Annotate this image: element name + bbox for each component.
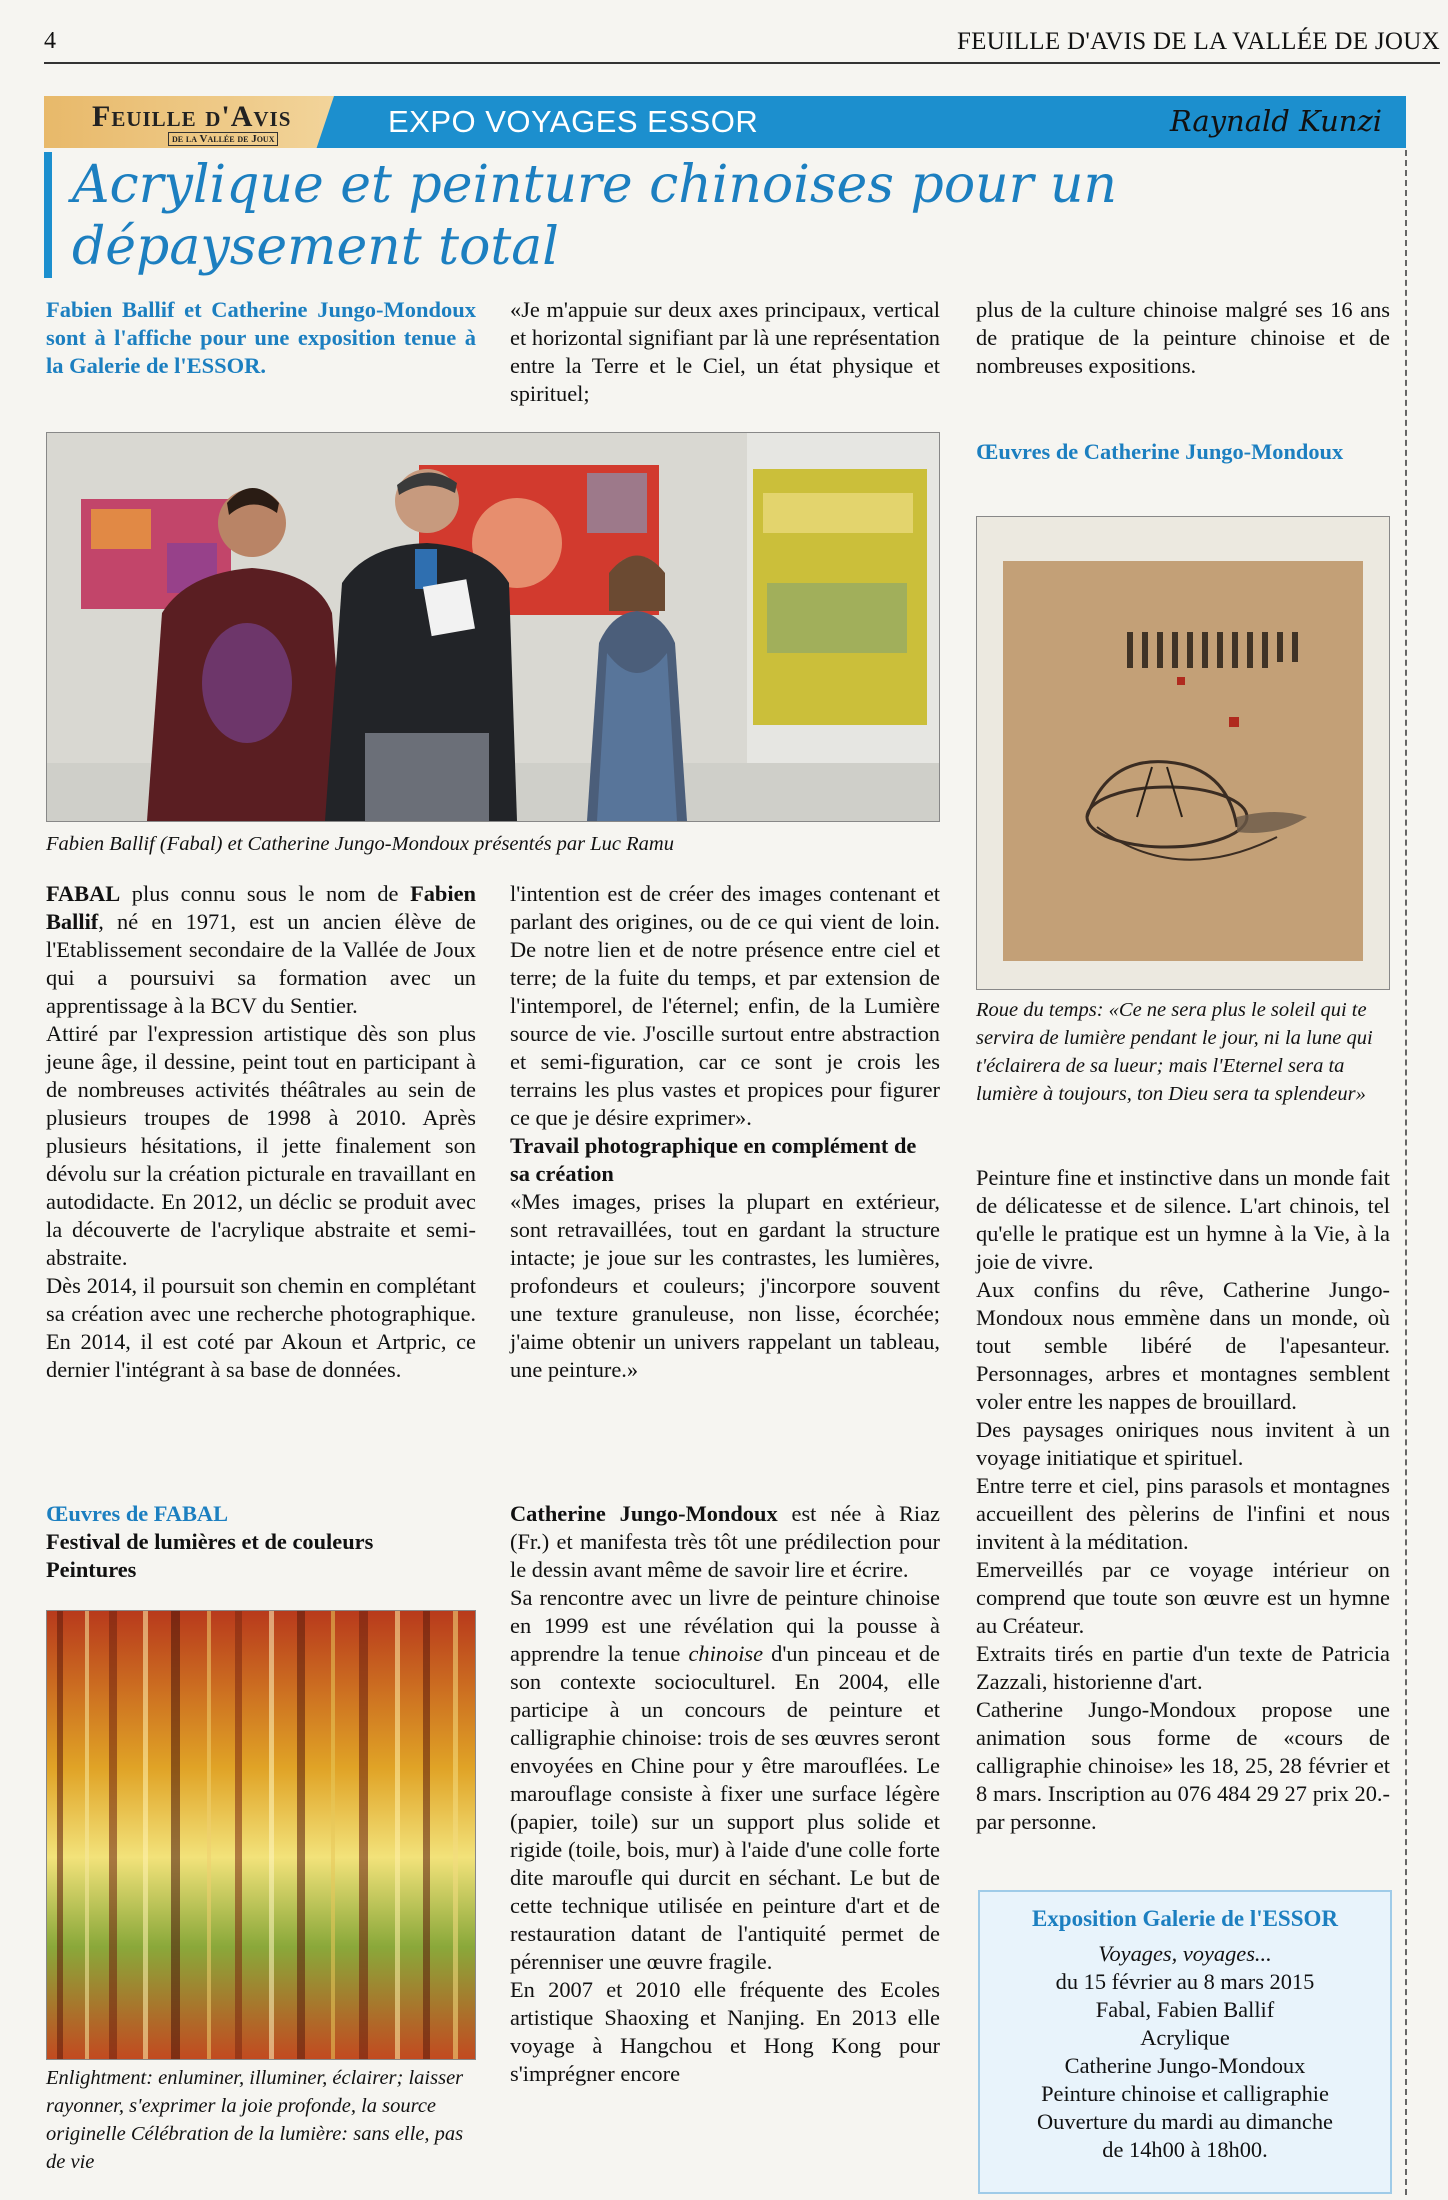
- gallery-photo-illustration: [47, 433, 939, 821]
- header-rule: [44, 62, 1440, 64]
- headline-accent-bar: [44, 152, 52, 278]
- catherine-works-heading-text: Œuvres de Catherine Jungo-Mondoux: [976, 439, 1344, 464]
- catherine-paragraph-2: [510, 1584, 940, 1976]
- exhibition-info-box: [978, 1890, 1392, 2194]
- catherine-p2-text-b: d'un pinceau et de son contexte socioculturel. En 2004, elle participe à un concours de peinture et calligraphie chinoise: trois de ses œuvres seront envoyées en Chine pour y être marouflées. Le marouflage consiste à fixer une surface légère (papier, toile) sur un support plus solide et rigide (toile, bois, mur) à l'aide d'une colle forte dite maroufle qui durcit en séchant. Le but de cette technique utilisée en peinture d'art et de restauration datant de l'antiquité permet de pérenniser une œuvre fragile.: [510, 1641, 940, 1974]
- photography-quote: «Mes images, prises la plupart en extérieur, sont retravaillées, tout en gardant la structure intacte; je joue sur les contrastes, les lumières, profondeurs et couleurs; j'incorpore souvent une texture granuleuse, non lisse, écorchée; j'aime obtenir un univers rappelant un tableau, une peinture.»: [510, 1189, 940, 1382]
- fabal-painting-image: [46, 1610, 476, 2060]
- catherine-intro-text: est née à Riaz (Fr.) et manifesta très tôt une prédilection pour le dessin avant même de savoir lire et écrire.: [510, 1501, 940, 1582]
- catherine-p2-text-a: Sa rencontre avec un livre de peinture chinoise en 1999 est une révélation qui la pousse à apprendre la tenue: [510, 1585, 940, 1666]
- catherine-painting-caption: Roue du temps: «Ce ne sera plus le soleil qui te servira de lumière pendant le jour, ni la lune qui t'éclairera de sa lueur; mais l'Eternel sera ta lumière à toujours, ton Dieu sera ta splendeur»: [976, 999, 1373, 1105]
- photography-subhead: Travail photographique en complément de sa création: [510, 1133, 917, 1186]
- logo-main-text: Feuille d'Avis: [92, 100, 292, 133]
- fabal-intro-text: plus connu sous le nom de: [120, 881, 411, 906]
- author-signature: Raynald Kunzi: [1169, 104, 1382, 138]
- catherine-intro-paragraph: [510, 1500, 940, 1584]
- column-1-body: [46, 880, 476, 1384]
- fabal-works-subtitle: Festival de lumières et de couleurs: [46, 1529, 374, 1554]
- publication-title: FEUILLE D'AVIS DE LA VALLÉE DE JOUX: [956, 28, 1440, 55]
- article-headline: Acrylique et peinture chinoises pour un dépaysement total: [72, 155, 1117, 277]
- infobox-opening-days: Ouverture du mardi au dimanche: [1037, 2109, 1333, 2134]
- col3-paragraph-5: Emerveillés par ce voyage intérieur on comprend que toute son œuvre est un hymne au Créateur.: [976, 1557, 1390, 1638]
- logo-sub-text: de la Vallée de Joux: [168, 132, 278, 146]
- main-photo: [46, 432, 940, 822]
- catherine-works-heading: [976, 438, 1390, 466]
- fabal-works-heading-block: [46, 1500, 486, 1584]
- catherine-painting-image: [976, 516, 1390, 990]
- chinese-painting-illustration: [977, 517, 1389, 989]
- fabal-paragraph-2: Attiré par l'expression artistique dès son plus jeune âge, il dessine, peint tout en participant à de nombreuses activités théâtrales au sein de plusieurs troupes de 1998 à 2010. Après plusieurs hésitations, il jette finalement son dévolu sur la création picturale en travaillant en autodidacte. En 2012, un déclic se produit avec la découverte de l'acrylique abstraite et semi-abstraite.: [46, 1021, 476, 1270]
- catherine-p2-emphasis: chinoise: [688, 1641, 764, 1666]
- infobox-medium-1: Acrylique: [1140, 2025, 1230, 2050]
- column-2-lower: [510, 1500, 940, 2088]
- quote-intro: «Je m'appuie sur deux axes principaux, vertical et horizontal signifiant par là une représentation entre la Terre et le Ciel, un état physique et spirituel;: [510, 297, 940, 406]
- catherine-name: Catherine Jungo-Mondoux: [510, 1501, 778, 1526]
- fabal-quote-continued: l'intention est de créer des images contenant et parlant des origines, ou de ce qui vient de loin. De notre lien et de notre présence entre ciel et terre; de la fuite du temps, et par extension de l'intemporel, de l'éternel; enfin, de la Lumière source de vie. J'oscille surtout entre abstraction et semi-figuration, car ce sont je crois les terrains les plus vastes et propices pour figurer ce que je désire exprimer».: [510, 881, 940, 1130]
- infobox-opening-hours: de 14h00 à 18h00.: [1102, 2137, 1268, 2162]
- section-title: EXPO VOYAGES ESSOR: [388, 104, 759, 139]
- fabal-intro-rest: , né en 1971, est un ancien élève de l'Etablissement secondaire de la Vallée de Joux qui a poursuivi sa formation avec un apprentissage à la BCV du Sentier.: [46, 909, 476, 1018]
- infobox-artist-2: Catherine Jungo-Mondoux: [1064, 2053, 1306, 2078]
- catherine-paragraph-3: En 2007 et 2010 elle fréquente des Ecoles artistique Shaoxing et Nanjing. En 2013 elle voyage à Hangchou et Hong Kong pour s'imprégner encore: [510, 1977, 940, 2086]
- col3-paragraph-6: Extraits tirés en partie d'un texte de Patricia Zazzali, historienne d'art.: [976, 1641, 1390, 1694]
- infobox-artist-1: Fabal, Fabien Ballif: [1095, 1997, 1275, 2022]
- infobox-title: Exposition Galerie de l'ESSOR: [1031, 1906, 1339, 1931]
- col3-paragraph-4: Entre terre et ciel, pins parasols et montagnes accueillent des pèlerins de l'infini et nous invitent à la méditation.: [976, 1473, 1390, 1554]
- article-lead: Fabien Ballif et Catherine Jungo-Mondoux sont à l'affiche pour une exposition tenue à la Galerie de l'ESSOR.: [46, 297, 476, 378]
- col3-paragraph-2: Aux confins du rêve, Catherine Jungo-Mondoux nous emmène dans un monde, où tout semble libéré de l'apesanteur. Personnages, arbres et montagnes semblent voler entre les nappes de brouillard.: [976, 1277, 1390, 1414]
- col3-paragraph-7: Catherine Jungo-Mondoux propose une animation sous forme de «cours de calligraphie chinoise» les 18, 25, 28 février et 8 mars. Inscription au 076 484 29 27 prix 20.- par personne.: [976, 1697, 1390, 1834]
- column-2-body: [510, 880, 940, 1384]
- fabal-paragraph-3: Dès 2014, il poursuit son chemin en complétant sa création avec une recherche photographique. En 2014, il est coté par Akoun et Artpric, ce dernier l'intégrant à sa base de données.: [46, 1273, 476, 1382]
- column-3-body: [976, 1164, 1390, 1836]
- col3-paragraph-1: Peinture fine et instinctive dans un monde fait de délicatesse et de silence. L'art chinois, tel qu'elle le pratique est un hymne à la Vie, à la joie de vivre.: [976, 1165, 1390, 1274]
- infobox-exhibit-name: Voyages, voyages...: [1098, 1941, 1272, 1966]
- main-photo-caption: Fabien Ballif (Fabal) et Catherine Jungo-Mondoux présentés par Luc Ramu: [46, 833, 674, 855]
- page-number: 4: [44, 28, 56, 54]
- fabal-painting-caption: Enlightment: enluminer, illuminer, éclairer; laisser rayonner, s'exprimer la joie profonde, la source originelle Célébration de la lumière: sans elle, pas de vie: [46, 2067, 464, 2173]
- col3-paragraph-3: Des paysages oniriques nous invitent à un voyage initiatique et spirituel.: [976, 1417, 1390, 1470]
- fabien-ballif-name: Fabien Ballif: [46, 881, 476, 934]
- fabal-name: FABAL: [46, 881, 121, 906]
- fabal-works-type: Peintures: [46, 1557, 137, 1582]
- abstract-painting-illustration: [47, 1611, 475, 2059]
- infobox-dates: du 15 février au 8 mars 2015: [1055, 1969, 1315, 1994]
- col3-continued-text: plus de la culture chinoise malgré ses 16 ans de pratique de la peinture chinoise et de nombreuses expositions.: [976, 297, 1390, 378]
- infobox-medium-2: Peinture chinoise et calligraphie: [1041, 2081, 1329, 2106]
- column-cut-line: [1405, 150, 1407, 2195]
- fabal-intro-paragraph: [46, 880, 476, 1020]
- fabal-works-heading: Œuvres de FABAL: [46, 1501, 229, 1526]
